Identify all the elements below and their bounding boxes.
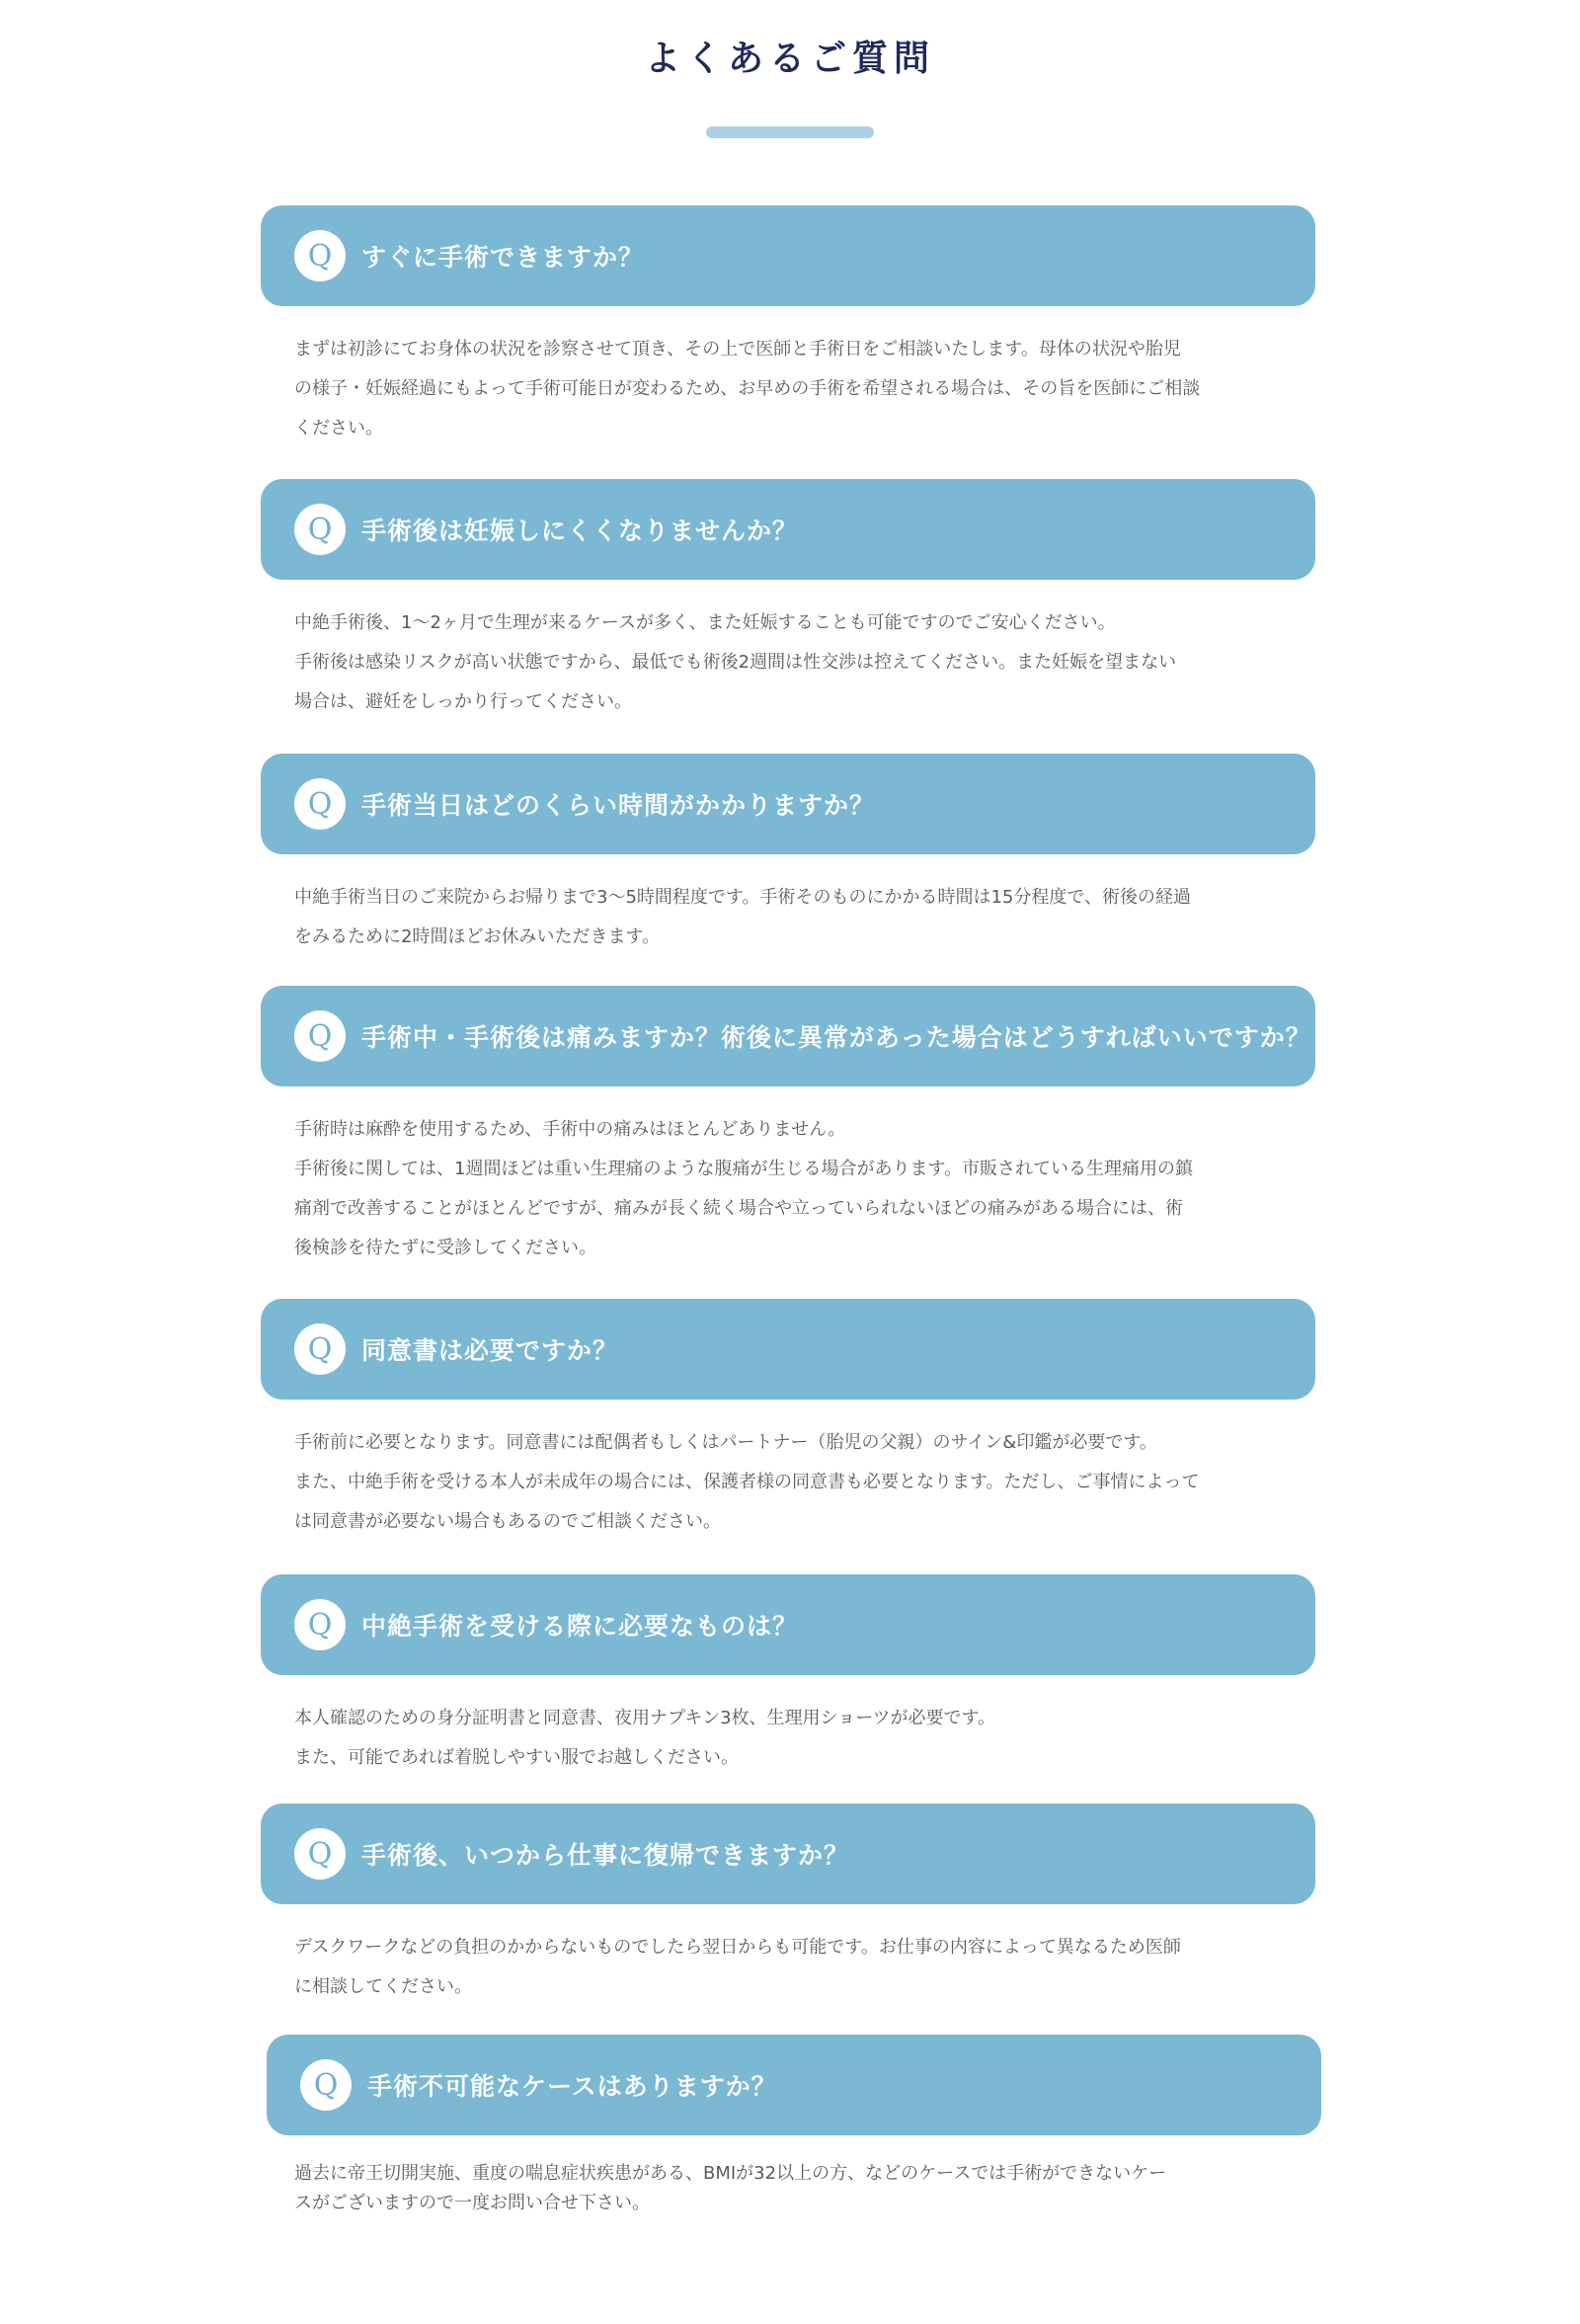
faq-answer-line: 中絶手術後、1〜2ヶ月で生理が来るケースが多く、また妊娠することも可能ですのでご安心ください。 <box>294 612 1116 633</box>
faq-item-7 <box>261 1803 1315 2007</box>
faq-question-bar[interactable] <box>261 986 1315 1086</box>
faq-answer-line: 本人確認のための身分証明書と同意書、夜用ナプキン3枚、生理用ショーツが必要です。 <box>294 1708 996 1728</box>
faq-answer <box>261 306 1315 448</box>
faq-question-bar[interactable] <box>261 754 1315 854</box>
faq-question-text: すぐに手術できますか？ <box>361 243 645 272</box>
faq-answer-line: デスクワークなどの負担のかからないものでしたら翌日からも可能です。お仕事の内容によって異なるため医師 <box>294 1937 1181 1958</box>
q-marker-icon: Q <box>294 1599 346 1650</box>
faq-answer-line: スがございますので一度お問い合せ下さい。 <box>294 2193 650 2213</box>
faq-answer-line: 後検診を待たずに受診してください。 <box>294 1238 596 1258</box>
faq-item-3 <box>261 754 1315 957</box>
q-marker-icon: Q <box>294 778 346 830</box>
faq-question-bar[interactable] <box>261 1803 1315 1904</box>
faq-question-text: 手術中・手術後は痛みますか？術後に異常があった場合はどうすればいいですか？ <box>361 1023 1311 1052</box>
faq-answer <box>261 1400 1315 1542</box>
faq-question-text: 手術不可能なケースはありますか？ <box>367 2072 777 2101</box>
q-marker-icon: Q <box>294 504 346 555</box>
faq-answer-line: 痛剤で改善することがほとんどですが、痛みが長く続く場合や立っていられないほどの痛みがある場合には、術 <box>294 1198 1183 1219</box>
faq-question-text: 手術後、いつから仕事に復帰できますか？ <box>361 1841 850 1870</box>
faq-answer-line: に相談してください。 <box>294 1976 472 1997</box>
q-marker-icon: Q <box>294 1010 346 1062</box>
faq-answer-line: また、可能であれば着脱しやすい服でお越しください。 <box>294 1747 739 1768</box>
faq-answer <box>261 1086 1315 1268</box>
page-title: よくあるご質問 <box>644 39 935 79</box>
faq-answer-line: をみるために2時間ほどお休みいただきます。 <box>294 926 661 947</box>
faq-question-bar[interactable] <box>261 1299 1315 1400</box>
faq-item-4 <box>261 986 1315 1268</box>
faq-answer-line: 手術後は感染リスクが高い状態ですから、最低でも術後2週間は性交渉は控えてください。また妊娠を望まない <box>294 652 1177 673</box>
faq-item-1 <box>261 205 1315 448</box>
faq-item-8 <box>267 2035 1321 2218</box>
faq-answer-line: 手術前に必要となります。同意書には配偶者もしくはパートナー（胎児の父親）のサイン&印鑑が必要です。 <box>294 1432 1157 1453</box>
faq-item-2 <box>261 479 1315 722</box>
faq-question-text: 同意書は必要ですか？ <box>361 1336 619 1365</box>
q-marker-icon: Q <box>294 1828 346 1880</box>
faq-item-6 <box>261 1574 1315 1778</box>
faq-question-text: 中絶手術を受ける際に必要なものは？ <box>361 1612 799 1641</box>
faq-answer <box>261 580 1315 722</box>
q-marker-icon: Q <box>294 230 346 281</box>
faq-answer-line: 手術後に関しては、1週間ほどは重い生理痛のような腹痛が生じる場合があります。市販されている生理痛用の鎮 <box>294 1159 1194 1179</box>
faq-answer <box>261 2135 1315 2218</box>
faq-item-5 <box>261 1299 1315 1542</box>
faq-answer-line: 過去に帝王切開実施、重度の喘息症状疾患がある、BMIが32以上の方、などのケースでは手術ができないケー <box>294 2163 1167 2184</box>
faq-question-bar[interactable] <box>261 1574 1315 1675</box>
faq-answer <box>261 1904 1315 2007</box>
faq-answer <box>261 1675 1315 1778</box>
q-marker-icon: Q <box>294 1323 346 1375</box>
faq-answer-line: の様子・妊娠経過にもよって手術可能日が変わるため、お早めの手術を希望される場合は、その旨を医師にご相談 <box>294 378 1201 399</box>
q-marker-icon: Q <box>300 2059 352 2111</box>
faq-answer-line: 手術時は麻酔を使用するため、手術中の痛みはほとんどありません。 <box>294 1119 846 1140</box>
faq-question-bar[interactable] <box>267 2035 1321 2135</box>
faq-answer-line: 中絶手術当日のご来院からお帰りまで3〜5時間程度です。手術そのものにかかる時間は15分程度で、術後の経過 <box>294 887 1192 908</box>
title-underline <box>706 126 874 138</box>
faq-question-bar[interactable] <box>261 479 1315 580</box>
faq-answer-line: まずは初診にてお身体の状況を診察させて頂き、その上で医師と手術日をご相談いたします。母体の状況や胎児 <box>294 339 1181 360</box>
faq-question-bar[interactable] <box>261 205 1315 306</box>
faq-answer-line: また、中絶手術を受ける本人が未成年の場合には、保護者様の同意書も必要となります。ただし、ご事情によって <box>294 1472 1200 1492</box>
faq-answer-line: ください。 <box>294 418 383 439</box>
faq-answer <box>261 854 1315 957</box>
faq-question-text: 手術後は妊娠しにくくなりませんか？ <box>361 517 799 545</box>
faq-answer-line: は同意書が必要ない場合もあるのでご相談ください。 <box>294 1511 721 1532</box>
faq-answer-line: 場合は、避妊をしっかり行ってください。 <box>294 691 632 712</box>
faq-question-text: 手術当日はどのくらい時間がかかりますか？ <box>361 791 876 820</box>
